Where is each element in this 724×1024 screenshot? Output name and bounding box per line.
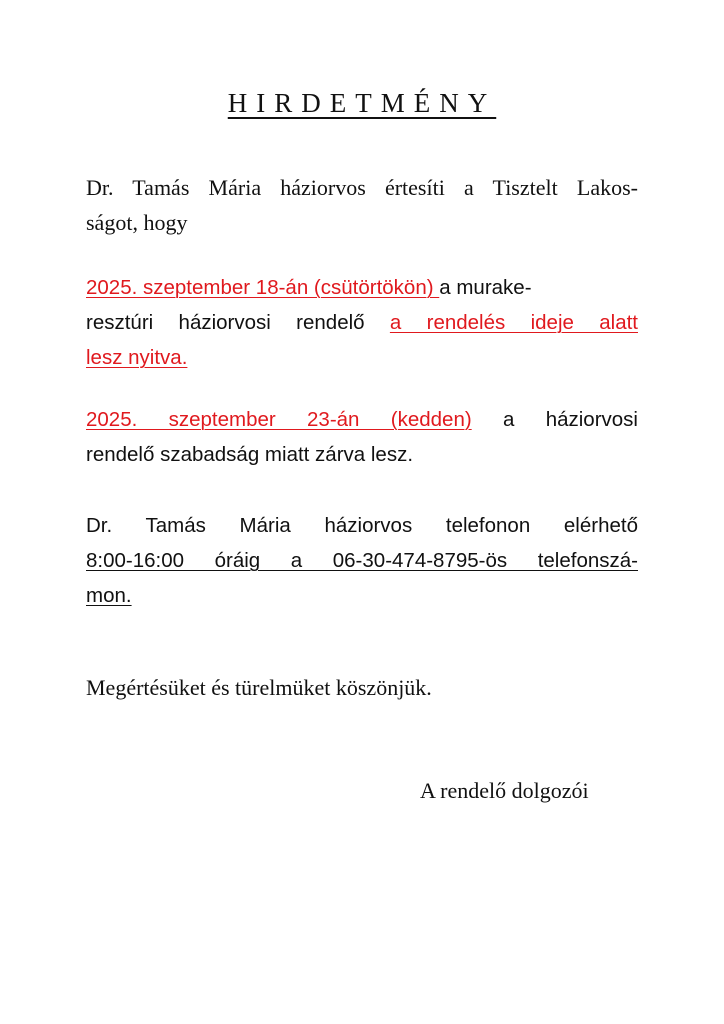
notice-closed-line-1 [86, 402, 638, 437]
notice-closed-date: 2025. szeptember 23-án (kedden) [86, 408, 472, 431]
notice-open-text-b: resztúri háziorvosi rendelő [86, 311, 390, 334]
notice-open-line-2 [86, 305, 638, 340]
notice-closed-text-a: a háziorvosi [471, 408, 638, 431]
intro-line-1: Dr. Tamás Mária háziorvos értesíti a Tisztelt Lakos- [86, 175, 638, 200]
notice-open-date: 2025. szeptember 18-án (csütörtökön) [86, 276, 440, 299]
contact-line-3-text: mon. [86, 584, 132, 607]
page-title: HIRDETMÉNY [227, 88, 497, 118]
notice-open-paragraph [86, 270, 638, 375]
contact-line-1: Dr. Tamás Mária háziorvos telefonon elérhető [86, 514, 638, 537]
thanks-text: Megértésüket és türelmüket köszönjük. [86, 675, 432, 700]
notice-open-text-a: a murake- [439, 276, 532, 299]
notice-closed-text-b: rendelő szabadság miatt zárva lesz. [86, 443, 414, 466]
intro-paragraph [86, 170, 638, 240]
thanks-paragraph [86, 670, 638, 705]
notice-closed-paragraph [86, 402, 638, 472]
notice-open-highlight-a: a rendelés ideje alatt [389, 311, 638, 334]
notice-open-highlight-b: lesz nyitva. [86, 346, 188, 369]
contact-line-2: 8:00-16:00 óráig a 06-30-474-8795-ös telefonszá- [86, 549, 638, 572]
notice-open-line-1 [86, 270, 638, 305]
intro-line-2: ságot, hogy [86, 210, 188, 235]
signature: A rendelő dolgozói [420, 778, 589, 803]
contact-line-3 [86, 578, 638, 613]
contact-paragraph [86, 508, 638, 613]
